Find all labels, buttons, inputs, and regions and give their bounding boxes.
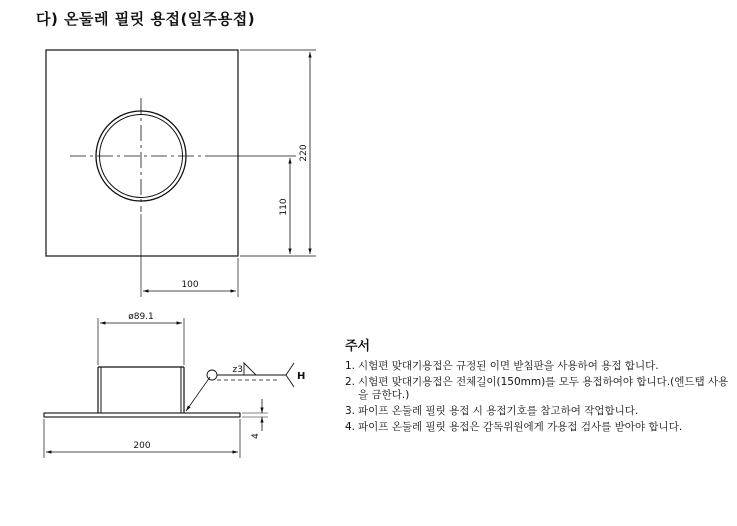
notes-block <box>345 340 730 437</box>
weld-tail-label: H <box>297 371 306 382</box>
note-number: 4. <box>345 421 356 433</box>
weld-leader <box>186 377 210 411</box>
all-around-weld-circle <box>207 370 217 380</box>
note-item <box>345 421 730 434</box>
note-number: 3. <box>345 405 356 417</box>
note-item <box>345 360 730 373</box>
note-number: 1. <box>345 360 356 372</box>
note-number: 2. <box>345 376 356 388</box>
note-text: 시험편 맞대기용접은 전체길이(150mm)를 모두 용접하여야 합니다.(엔드탭 사용을 금한다.) <box>358 376 729 401</box>
dim-200-label: 200 <box>133 441 151 451</box>
note-text: 파이프 온둘레 필릿 용접은 감독위원에게 가용접 검사를 받아야 합니다. <box>358 421 683 433</box>
plan-view <box>46 50 316 297</box>
dim-4-label: 4 <box>251 433 261 439</box>
note-text: 파이프 온둘레 필릿 용접 시 용접기호를 참고하여 작업합니다. <box>358 405 639 417</box>
square-plate <box>46 50 238 256</box>
dim-phi-label: ø89.1 <box>128 312 154 322</box>
base-plate <box>44 413 240 417</box>
notes-heading: 주서 <box>345 339 371 354</box>
weld-size-label: z3 <box>232 365 243 375</box>
note-text: 시험편 맞대기용접은 규정된 이면 받침판을 사용하여 용접 합니다. <box>358 360 659 372</box>
dim-100-label: 100 <box>181 280 199 290</box>
note-item <box>345 405 730 418</box>
weld-tail <box>286 363 294 387</box>
note-item <box>345 376 730 402</box>
dim-220-label: 220 <box>299 144 309 162</box>
fillet-weld-symbol <box>244 363 256 375</box>
dim-110-label: 110 <box>279 198 289 216</box>
page-title: 다) 온둘레 필릿 용접(일주용접) <box>36 10 256 28</box>
